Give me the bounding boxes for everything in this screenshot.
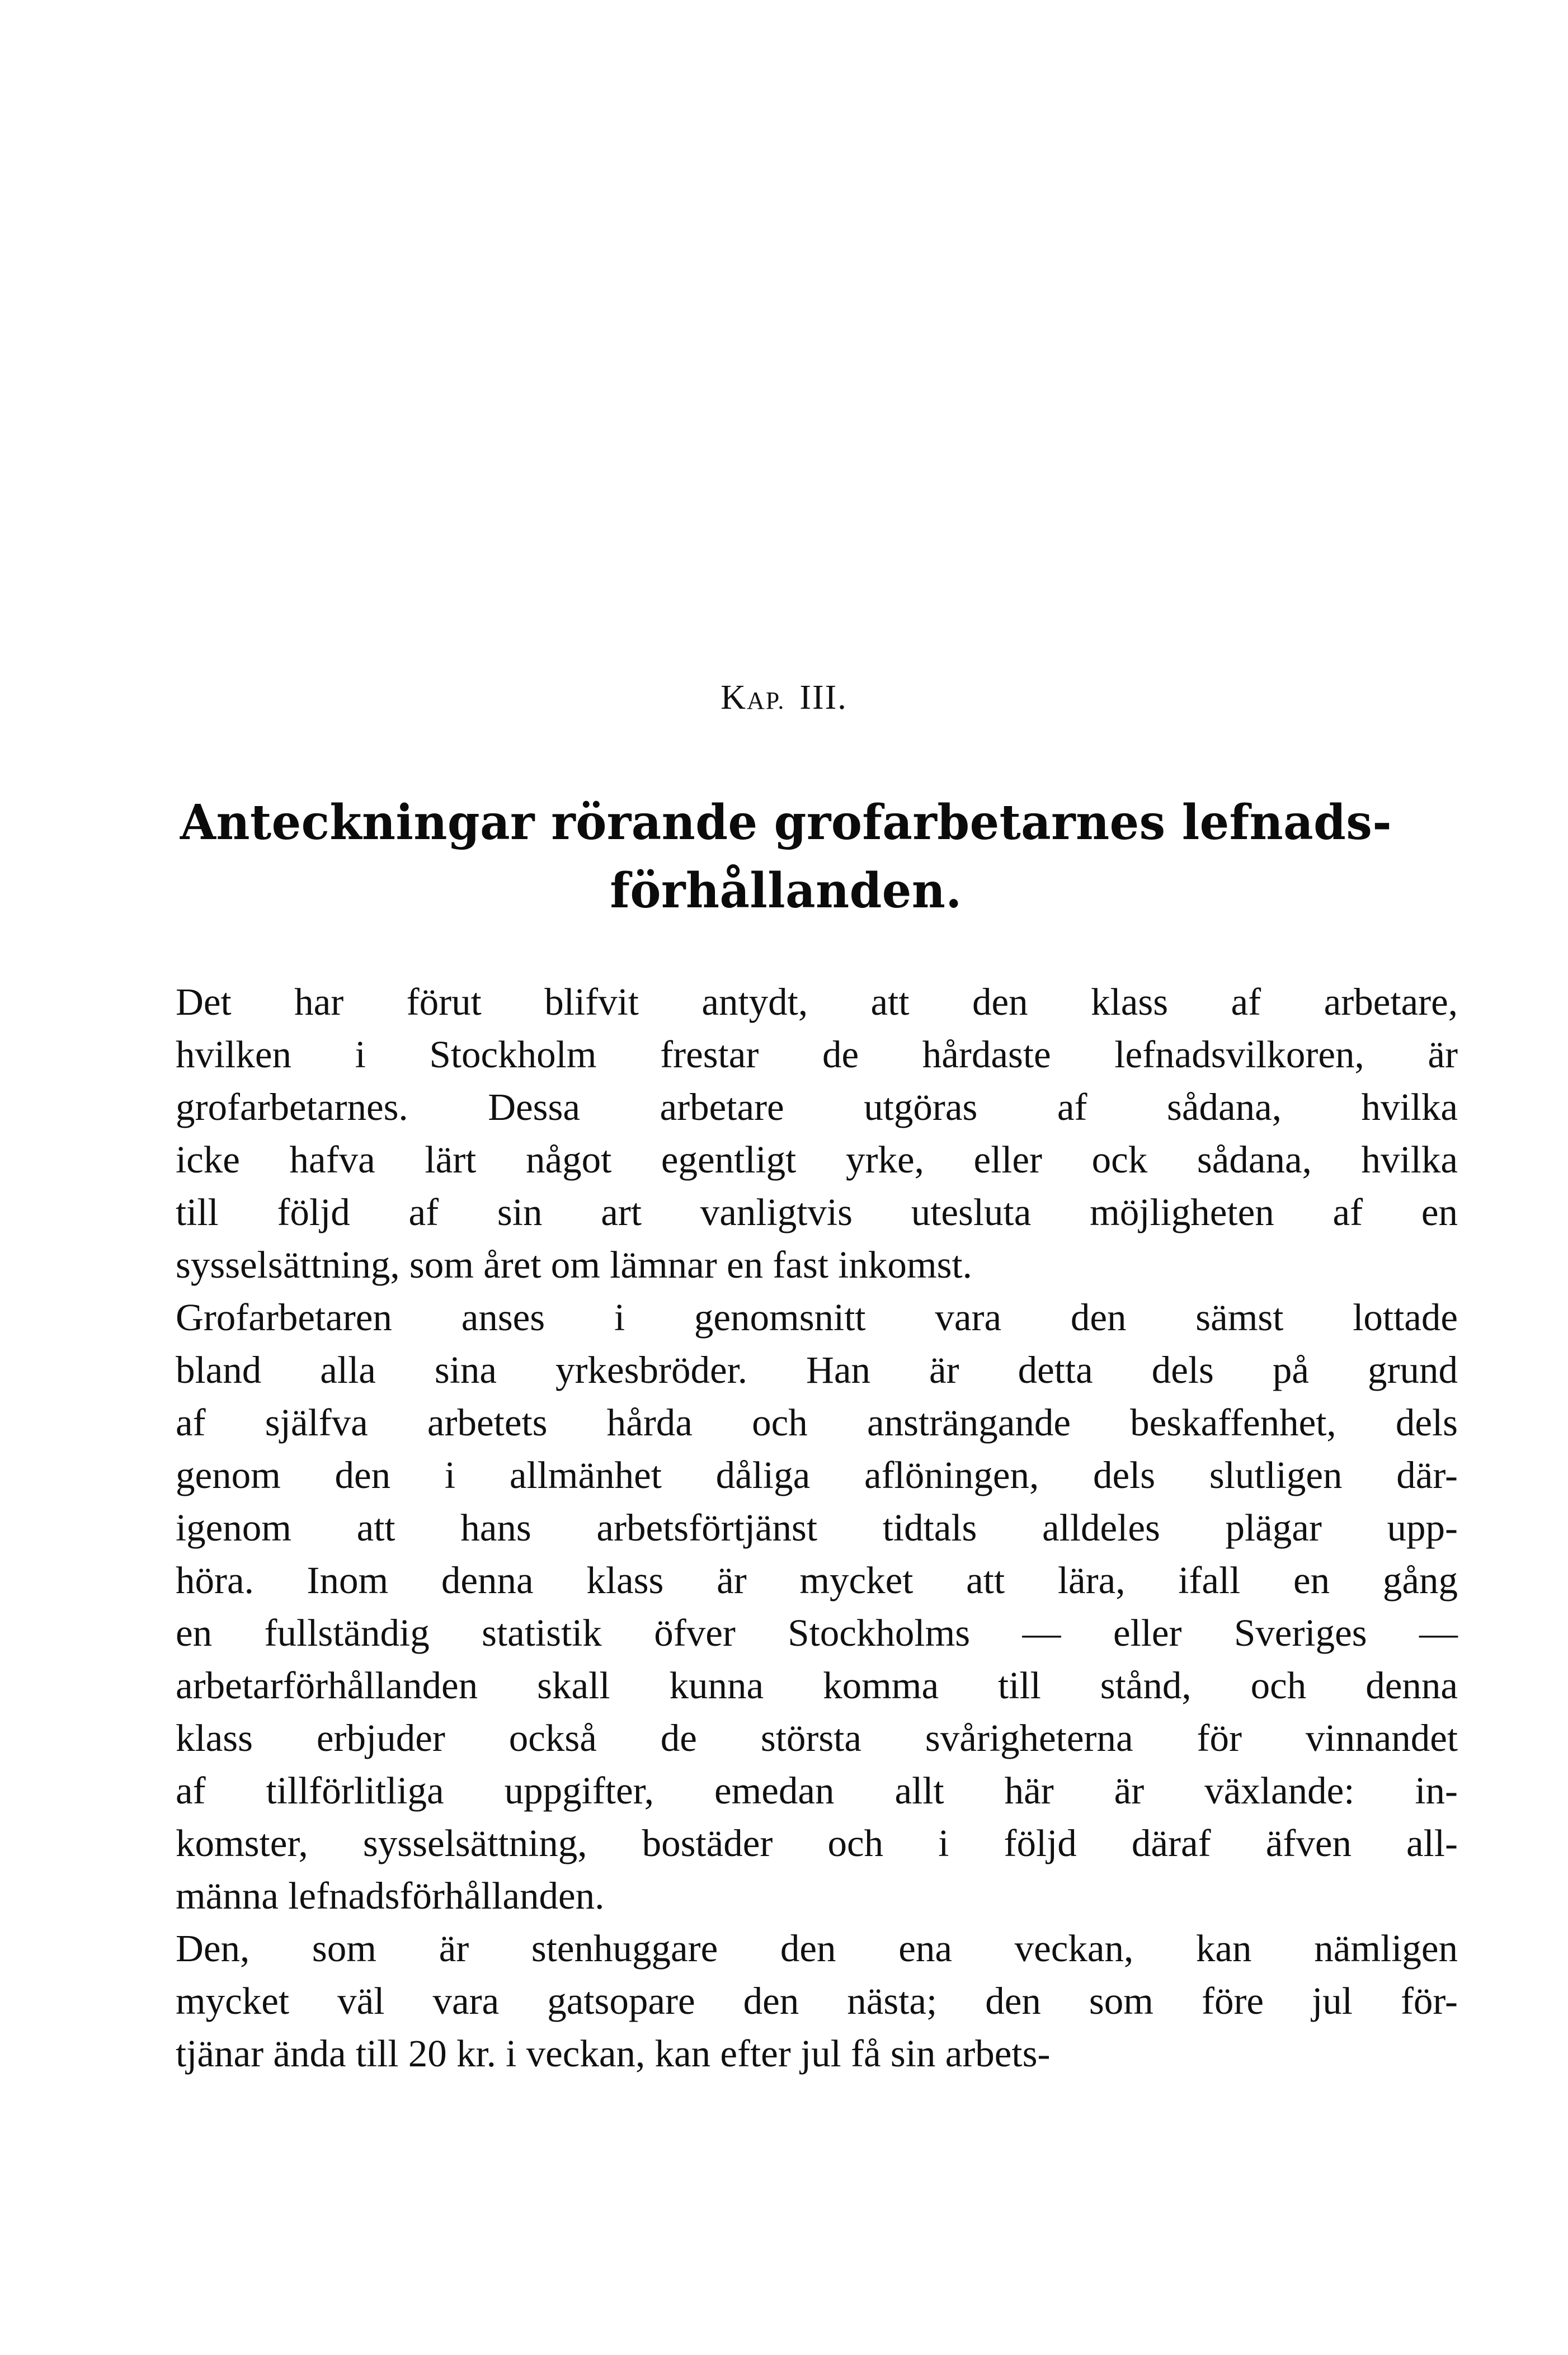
text-line: arbetarförhållanden skall kunna komma till stånd, och denna [176, 1664, 1458, 1707]
text-line: tjänar ända till 20 kr. i veckan, kan efter jul få sin arbets- [176, 2032, 1051, 2075]
text-line: komster, sysselsättning, bostäder och i följd däraf äfven all- [176, 1822, 1458, 1864]
text-line: grofarbetarnes. Dessa arbetare utgöras af sådana, hvilka [176, 1086, 1458, 1128]
text-line: klass erbjuder också de största svårigheterna för vinnandet [176, 1717, 1458, 1759]
chapter-designation [0, 680, 1568, 715]
text-line: mycket väl vara gatsopare den nästa; den som före jul för- [176, 1980, 1458, 2022]
page-title [134, 789, 1439, 925]
page-title-line-1: Anteckningar rörande grofarbetarnes lefnads- [180, 794, 1392, 851]
text-line: genom den i allmänhet dåliga aflöningen, dels slutligen där- [176, 1454, 1458, 1496]
text-line: Det har förut blifvit antydt, att den klass af arbetare, [176, 981, 1458, 1023]
text-line: af tillförlitliga uppgifter, emedan allt här är växlande: in- [176, 1769, 1458, 1812]
chapter-number: III. [799, 679, 847, 717]
text-line: icke hafva lärt något egentligt yrke, eller ock sådana, hvilka [176, 1138, 1458, 1181]
paragraph-3 [124, 1922, 1458, 2080]
text-line: en fullständig statistik öfver Stockholms — eller Sveriges — [176, 1612, 1458, 1654]
paragraph-1 [124, 976, 1458, 1291]
body-text [124, 976, 1458, 2080]
text-line: männa lefnadsförhållanden. [176, 1874, 605, 1917]
text-line: sysselsättning, som året om lämnar en fast inkomst. [176, 1244, 972, 1286]
text-line: Den, som är stenhuggare den ena veckan, kan nämligen [176, 1927, 1458, 1970]
page-title-line-2: förhållanden. [610, 862, 962, 919]
text-line: höra. Inom denna klass är mycket att lära, ifall en gång [176, 1559, 1458, 1602]
text-line: af själfva arbetets hårda och ansträngande beskaffenhet, dels [176, 1401, 1458, 1444]
paragraph-2 [124, 1291, 1458, 1922]
text-line: igenom att hans arbetsförtjänst tidtals alldeles plägar upp- [176, 1506, 1458, 1549]
text-line: bland alla sina yrkesbröder. Han är detta dels på grund [176, 1349, 1458, 1391]
text-line: hvilken i Stockholm frestar de hårdaste lefnadsvilkoren, är [176, 1033, 1458, 1076]
chapter-label-rest: AP [746, 687, 778, 714]
chapter-label-dot: . [778, 687, 785, 714]
chapter-label-initial: K [721, 679, 747, 717]
text-line: till följd af sin art vanligtvis utesluta möjligheten af en [176, 1191, 1458, 1233]
text-line: Grofarbetaren anses i genomsnitt vara den sämst lottade [176, 1296, 1458, 1339]
